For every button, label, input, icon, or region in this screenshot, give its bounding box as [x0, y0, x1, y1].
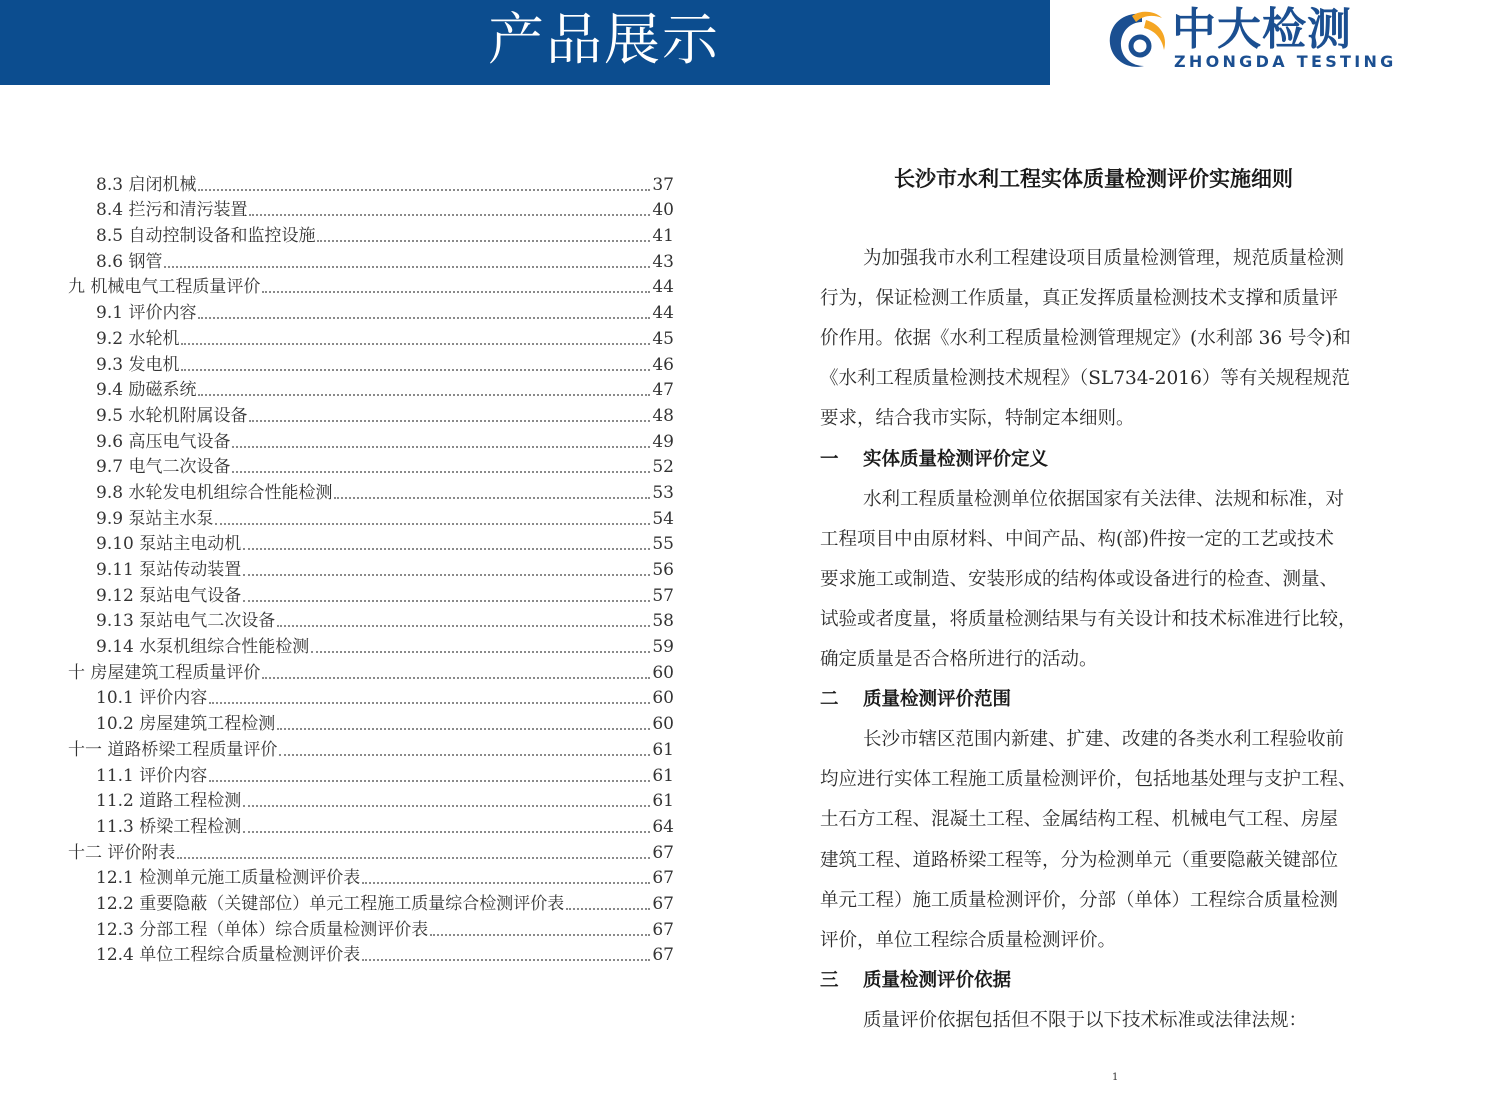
toc-entry-label: 10.1 评价内容 [96, 688, 208, 709]
toc-entry-page: 64 [652, 816, 674, 837]
toc-dot-leader [566, 908, 650, 910]
toc-dot-leader [198, 317, 650, 319]
section-heading-number: 一 [820, 448, 839, 470]
toc-entry-label: 8.5 自动控制设备和监控设施 [96, 226, 316, 247]
section-heading-text: 实体质量检测评价定义 [863, 448, 1049, 470]
logo-name-en: ZHONGDA TESTING [1174, 52, 1397, 71]
toc-entry-label: 12.2 重要隐蔽（关键部位）单元工程施工质量综合检测评价表 [96, 893, 565, 914]
toc-entry-label: 9.2 水轮机 [96, 328, 180, 349]
toc-entry-page: 40 [652, 200, 674, 221]
toc-entry-label: 11.3 桥梁工程检测 [96, 816, 242, 837]
toc-entry-label: 九 机械电气工程质量评价 [68, 277, 261, 298]
toc-entry-page: 56 [652, 560, 674, 580]
toc-entry-page: 61 [652, 739, 674, 760]
toc-entry-label: 9.9 泵站主水泵 [96, 508, 214, 529]
document-title: 长沙市水利工程实体质量检测评价实施细则 [894, 166, 1293, 191]
toc-entry-label: 9.8 水轮发电机组综合性能检测 [96, 482, 333, 503]
section-heading-number: 三 [820, 969, 839, 991]
toc-dot-leader [232, 471, 650, 473]
toc-entry [68, 376, 674, 402]
paragraph-line: 单元工程）施工质量检测评价，分部（单体）工程综合质量检测 [820, 889, 1339, 911]
toc-entry-label: 12.3 分部工程（单体）综合质量检测评价表 [96, 919, 429, 940]
toc-entry-page: 67 [652, 919, 674, 940]
toc-entry-label: 9.14 水泵机组综合性能检测 [96, 637, 310, 658]
toc-entry [68, 658, 674, 684]
toc-entry-label: 十 房屋建筑工程质量评价 [68, 662, 261, 683]
toc-entry-label: 9.3 发电机 [96, 354, 180, 375]
toc-entry-page: 49 [652, 431, 674, 452]
toc-entry-page: 48 [652, 405, 674, 426]
page-number: 1 [1112, 1072, 1119, 1083]
toc-entry [68, 889, 674, 915]
toc-entry [68, 273, 674, 299]
toc-dot-leader [362, 882, 650, 884]
paragraph-line: 试验或者度量，将质量检测结果与有关设计和技术标准进行比较， [820, 608, 1357, 630]
toc-dot-leader [209, 702, 650, 704]
toc-dot-leader [262, 677, 650, 679]
toc-dot-leader [232, 446, 650, 448]
toc-dot-leader [198, 394, 650, 396]
toc-dot-leader [181, 369, 650, 371]
paragraph-line: 长沙市辖区范围内新建、扩建、改建的各类水利工程验收前 [863, 729, 1345, 751]
toc-dot-leader [198, 189, 650, 191]
toc-entry-label: 9.1 评价内容 [96, 303, 197, 324]
paragraph-line: 水利工程质量检测单位依据国家有关法律、法规和标准，对 [863, 488, 1345, 510]
toc-entry [68, 427, 674, 453]
toc-entry-page: 45 [652, 328, 674, 349]
toc-dot-leader [277, 625, 650, 627]
toc-entry-page: 46 [652, 354, 674, 375]
toc-entry-page: 44 [652, 277, 674, 298]
toc-entry-page: 47 [652, 380, 674, 401]
paragraph-line: 行为，保证检测工作质量，真正发挥质量检测技术支撑和质量评 [820, 288, 1339, 310]
toc-dot-leader [262, 291, 650, 293]
paragraph-line: 均应进行实体工程施工质量检测评价，包括地基处理与支护工程、 [820, 769, 1357, 791]
section-heading-text: 质量检测评价依据 [863, 969, 1012, 991]
toc-dot-leader [243, 548, 650, 550]
toc-entry-label: 8.3 启闭机械 [96, 174, 197, 195]
paragraph-line: 价作用。依据《水利工程质量检测管理规定》(水利部 36 号令)和 [820, 328, 1351, 350]
toc-entry-page: 67 [652, 893, 674, 914]
toc-entry [68, 761, 674, 787]
section-heading-number: 二 [820, 689, 839, 711]
toc-entry-page: 57 [652, 585, 674, 606]
toc-entry [68, 247, 674, 273]
toc-entry [68, 401, 674, 427]
page-title: 产品展示 [488, 8, 720, 73]
paragraph-line: 质量评价依据包括但不限于以下技术标准或法律法规： [863, 1009, 1308, 1031]
toc-entry-page: 53 [652, 482, 674, 503]
company-logo [1050, 0, 1490, 85]
section-heading [820, 447, 1048, 473]
toc-entry-page: 61 [652, 791, 674, 812]
toc-entry [68, 632, 674, 658]
toc-entry-page: 52 [652, 457, 674, 478]
toc-entry [68, 478, 674, 504]
toc-dot-leader [311, 651, 650, 653]
paragraph-line: 确定质量是否合格所进行的活动。 [820, 649, 1098, 670]
toc-entry-page: 59 [652, 637, 674, 658]
toc-dot-leader [243, 805, 650, 807]
toc-entry [68, 581, 674, 607]
toc-dot-leader [362, 959, 650, 961]
paragraph-line: 《水利工程质量检测技术规程》（SL734-2016）等有关规程规范 [820, 368, 1350, 390]
toc-dot-leader [177, 857, 650, 859]
toc-entry-page: 60 [652, 662, 674, 683]
toc-entry [68, 735, 674, 761]
toc-dot-leader [279, 754, 650, 756]
toc-dot-leader [243, 574, 650, 576]
toc-dot-leader [243, 831, 650, 833]
toc-entry [68, 787, 674, 813]
logo-name-cn: 中大检测 [1172, 4, 1352, 55]
toc-entry [68, 812, 674, 838]
toc-dot-leader [277, 728, 650, 730]
toc-entry-label: 9.4 励磁系统 [96, 380, 197, 401]
paragraph-line: 要求施工或制造、安装形成的结构体或设备进行的检查、测量、 [820, 568, 1339, 590]
toc-entry-label: 9.5 水轮机附属设备 [96, 405, 248, 426]
toc-dot-leader [215, 523, 650, 525]
toc-entry [68, 221, 674, 247]
header-bar [0, 0, 1050, 85]
toc-entry [68, 607, 674, 633]
toc-dot-leader [249, 420, 650, 422]
toc-entry-page: 43 [652, 251, 674, 272]
toc-entry-label: 11.1 评价内容 [96, 765, 208, 786]
toc-entry-label: 9.10 泵站主电动机 [96, 534, 242, 555]
toc-entry [68, 324, 674, 350]
paragraph-line: 评价，单位工程综合质量检测评价。 [820, 929, 1117, 951]
toc-entry-label: 十一 道路桥梁工程质量评价 [68, 739, 278, 760]
paragraph-line: 土石方工程、混凝土工程、金属结构工程、机械电气工程、房屋 [820, 809, 1339, 831]
section-heading [820, 968, 1011, 994]
toc-entry-page: 55 [652, 534, 674, 555]
toc-entry-page: 58 [652, 611, 674, 632]
paragraph-line: 为加强我市水利工程建设项目质量检测管理，规范质量检测 [863, 248, 1345, 269]
toc-entry-page: 37 [652, 174, 674, 195]
paragraph-line: 建筑工程、道路桥梁工程等，分为检测单元（重要隐蔽关键部位 [820, 849, 1339, 871]
toc-entry-label: 9.12 泵站电气设备 [96, 585, 242, 606]
toc-dot-leader [243, 600, 650, 602]
toc-entry-page: 41 [652, 226, 674, 247]
toc-entry [68, 350, 674, 376]
toc-entry [68, 915, 674, 941]
toc-entry [68, 453, 674, 479]
toc-entry-label: 9.11 泵站传动装置 [96, 560, 242, 580]
table-of-contents [68, 170, 674, 966]
toc-entry-label: 8.6 钢管 [96, 251, 163, 272]
toc-entry-label: 12.1 检测单元施工质量检测评价表 [96, 868, 361, 889]
toc-dot-leader [164, 266, 650, 268]
toc-entry-page: 60 [652, 688, 674, 709]
toc-entry-page: 61 [652, 765, 674, 786]
toc-entry-page: 60 [652, 714, 674, 735]
toc-entry [68, 298, 674, 324]
toc-dot-leader [209, 780, 650, 782]
toc-entry [68, 170, 674, 196]
paragraph-line: 要求，结合我市实际，特制定本细则。 [820, 408, 1135, 430]
toc-entry [68, 709, 674, 735]
toc-entry-label: 12.4 单位工程综合质量检测评价表 [96, 945, 361, 966]
toc-entry-page: 44 [652, 303, 674, 324]
toc-dot-leader [334, 497, 650, 499]
toc-entry [68, 684, 674, 710]
toc-entry-label: 9.7 电气二次设备 [96, 457, 231, 478]
toc-entry-label: 8.4 拦污和清污装置 [96, 200, 248, 221]
toc-dot-leader [249, 214, 650, 216]
toc-entry-label: 11.2 道路工程检测 [96, 791, 242, 812]
toc-dot-leader [317, 240, 650, 242]
toc-entry-page: 67 [652, 945, 674, 966]
section-heading-text: 质量检测评价范围 [863, 689, 1012, 711]
section-heading [820, 687, 1011, 713]
toc-entry-label: 9.13 泵站电气二次设备 [96, 611, 276, 632]
zhongda-swirl-logo-icon [1102, 8, 1172, 74]
toc-entry [68, 504, 674, 530]
toc-entry-page: 54 [652, 508, 674, 529]
toc-entry [68, 530, 674, 556]
toc-entry [68, 941, 674, 967]
toc-entry [68, 838, 674, 864]
toc-dot-leader [181, 343, 650, 345]
toc-entry [68, 864, 674, 890]
toc-entry-page: 67 [652, 842, 674, 863]
paragraph-line: 工程项目中由原材料、中间产品、构(部)件按一定的工艺或技术 [820, 528, 1334, 550]
toc-entry-label: 9.6 高压电气设备 [96, 431, 231, 452]
toc-dot-leader [430, 934, 650, 936]
toc-entry [68, 196, 674, 222]
toc-entry-label: 10.2 房屋建筑工程检测 [96, 714, 276, 735]
toc-entry [68, 555, 674, 581]
toc-entry-page: 67 [652, 868, 674, 889]
toc-entry-label: 十二 评价附表 [68, 842, 176, 863]
